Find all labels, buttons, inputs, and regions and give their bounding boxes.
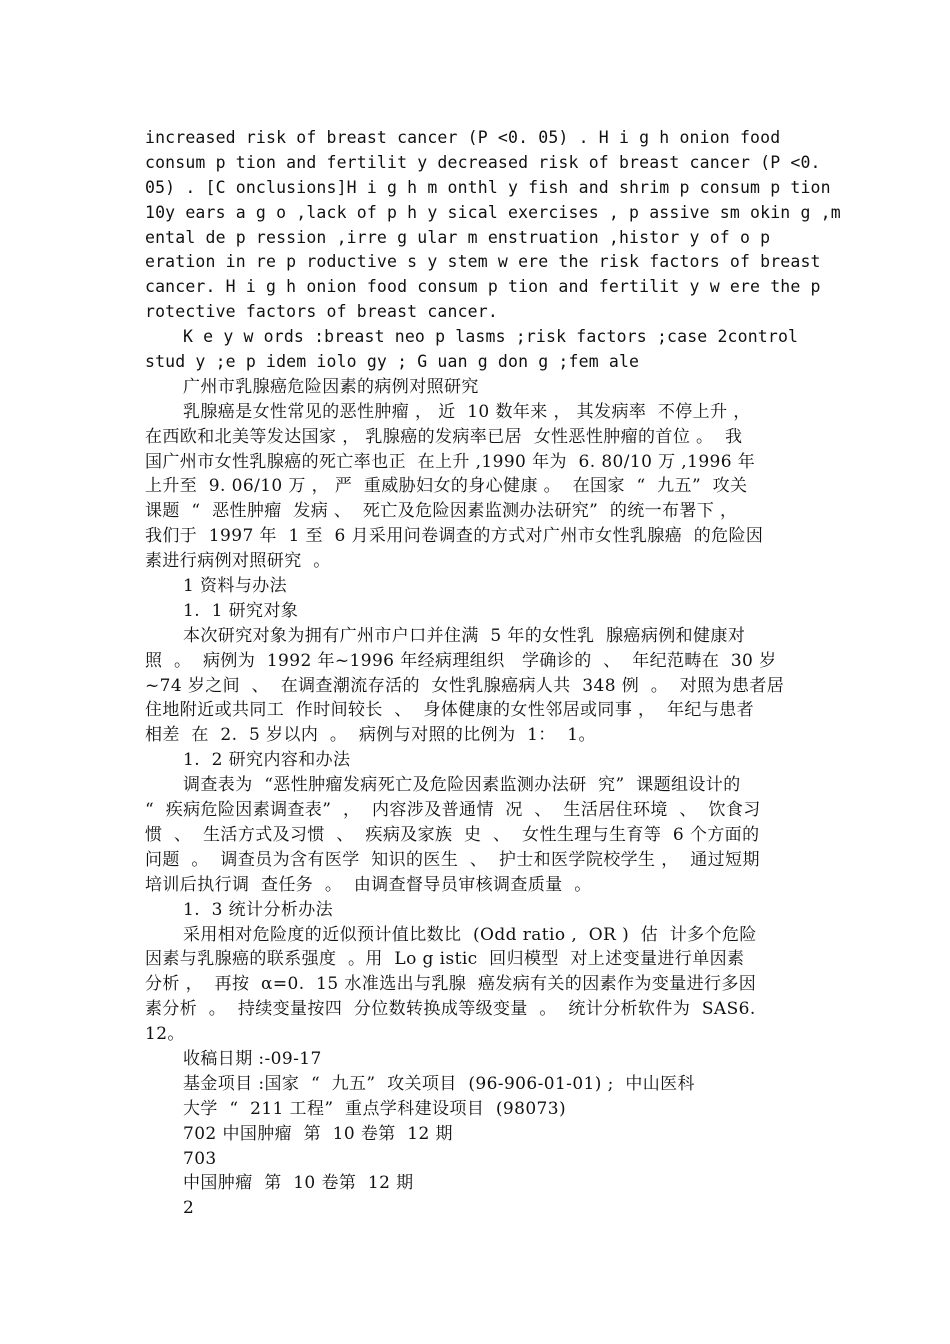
- text-line: 培训后执行调 查任务 。 由调查督导员审核调查质量 。: [145, 874, 592, 895]
- text-line: 1. 1 研究对象: [183, 600, 299, 621]
- text-line: 在西欧和北美等发达国家 ， 乳腺癌的发病率已居 女性恶性肿瘤的首位 。 我: [145, 426, 743, 447]
- text-line: 702 中国肿瘤 第 10 卷第 12 期: [183, 1123, 453, 1144]
- text-line: “ 疾病危险因素调查表” ， 内容涉及普通情 况 、 生活居住环境 、 饮食习: [145, 800, 761, 821]
- text-line: stud y ;e p idem iolo gy ; G uan g don g ;fem ale: [145, 352, 640, 372]
- text-line: 课题 “ 恶性肿瘤 发病 、 死亡及危险因素监测办法研究” 的统一布署下 ，: [145, 501, 738, 522]
- text-line: 10y ears a g o ,lack of p h y sical exercises , p assive sm okin g ,m: [145, 202, 841, 222]
- text-line: 1. 2 研究内容和办法: [183, 750, 351, 771]
- text-line: 703: [183, 1148, 217, 1169]
- text-line: eration in re p roductive s y stem w ere the risk factors of breast: [145, 252, 821, 272]
- text-line: 12。: [145, 1024, 185, 1045]
- text-line: increased risk of breast cancer (P <0. 05) . H i g h onion food: [145, 128, 781, 147]
- text-line: 因素与乳腺癌的联系强度 。用 Lo g istic 回归模型 对上述变量进行单因素: [145, 949, 745, 970]
- text-line: 上升至 9. 06/10 万 ， 严 重威胁妇女的身心健康 。 在国家 “ 九五” 攻关: [145, 476, 748, 497]
- text-line: 问题 。 调查员为含有医学 知识的医生 、 护士和医学院校学生 ， 通过短期: [145, 849, 760, 870]
- text-line: 采用相对危险度的近似预计值比数比 (Odd ratio , OR ) 估 计多个危险: [183, 924, 757, 945]
- text-line: 调查表为 “恶性肿瘤发病死亡及危险因素监测办法研 究” 课题组设计的: [183, 775, 741, 796]
- text-line: cancer. H i g h onion food consum p tion and fertilit y w ere the p: [145, 277, 821, 297]
- text-line: 乳腺癌是女性常见的恶性肿瘤 ， 近 10 数年来 ， 其发病率 不停上升 ，: [183, 401, 751, 422]
- text-line: 大学 “ 211 工程” 重点学科建设项目 (98073): [183, 1098, 567, 1119]
- text-line: 住地附近或共同工 作时间较长 、 身体健康的女性邻居或同事 ， 年纪与患者: [145, 700, 755, 721]
- text-line: 国广州市女性乳腺癌的死亡率也正 在上升 ,1990 年为 6. 80/10 万 ,1996 年: [145, 451, 756, 472]
- text-line: rotective factors of breast cancer.: [145, 302, 498, 322]
- text-line: 素进行病例对照研究 。: [145, 551, 331, 572]
- text-line: 2: [183, 1198, 195, 1219]
- text-line: K e y w ords :breast neo p lasms ;risk factors ;case 2control: [183, 327, 799, 347]
- text-line: 广州市乳腺癌危险因素的病例对照研究: [183, 376, 479, 397]
- text-line: 基金项目 :国家 “ 九五” 攻关项目 (96-906-01-01) ; 中山医科: [183, 1073, 695, 1094]
- text-line: 收稿日期 :-09-17: [183, 1048, 322, 1069]
- text-line: 我们于 1997 年 1 至 6 月采用问卷调查的方式对广州市女性乳腺癌 的危险因: [145, 526, 764, 547]
- text-line: 相差 在 2. 5 岁以内 。 病例与对照的比例为 1： 1。: [145, 725, 596, 746]
- text-line: 1. 3 统计分析办法: [183, 899, 334, 920]
- text-line: 照 。 病例为 1992 年~1996 年经病理组织 学确诊的 、 年纪范畴在 30 岁: [145, 650, 777, 671]
- text-line: consum p tion and fertilit y decreased risk of breast cancer (P <0.: [145, 152, 821, 172]
- text-line: 素分析 。 持续变量按四 分位数转换成等级变量 。 统计分析软件为 SAS6.: [145, 999, 756, 1020]
- text-line: 1 资料与办法: [183, 576, 288, 597]
- text-line: 中国肿瘤 第 10 卷第 12 期: [183, 1173, 414, 1194]
- document-page: [145, 126, 841, 1221]
- text-line: 分析 ， 再按 α=0. 15 水准选出与乳腺 癌发病有关的因素作为变量进行多因: [145, 974, 757, 995]
- text-line: ental de p ression ,irre g ular m enstruation ,histor y of o p: [145, 227, 771, 247]
- text-line: 05) . [C onclusions]H i g h m onthl y fish and shrim p consum p tion: [145, 177, 831, 197]
- text-line: 惯 、 生活方式及习惯 、 疾病及家族 史 、 女性生理与生育等 6 个方面的: [145, 824, 760, 845]
- text-line: ~74 岁之间 、 在调查潮流存活的 女性乳腺癌病人共 348 例 。 对照为患者居: [145, 675, 785, 696]
- text-line: 本次研究对象为拥有广州市户口并住满 5 年的女性乳 腺癌病例和健康对: [183, 625, 746, 646]
